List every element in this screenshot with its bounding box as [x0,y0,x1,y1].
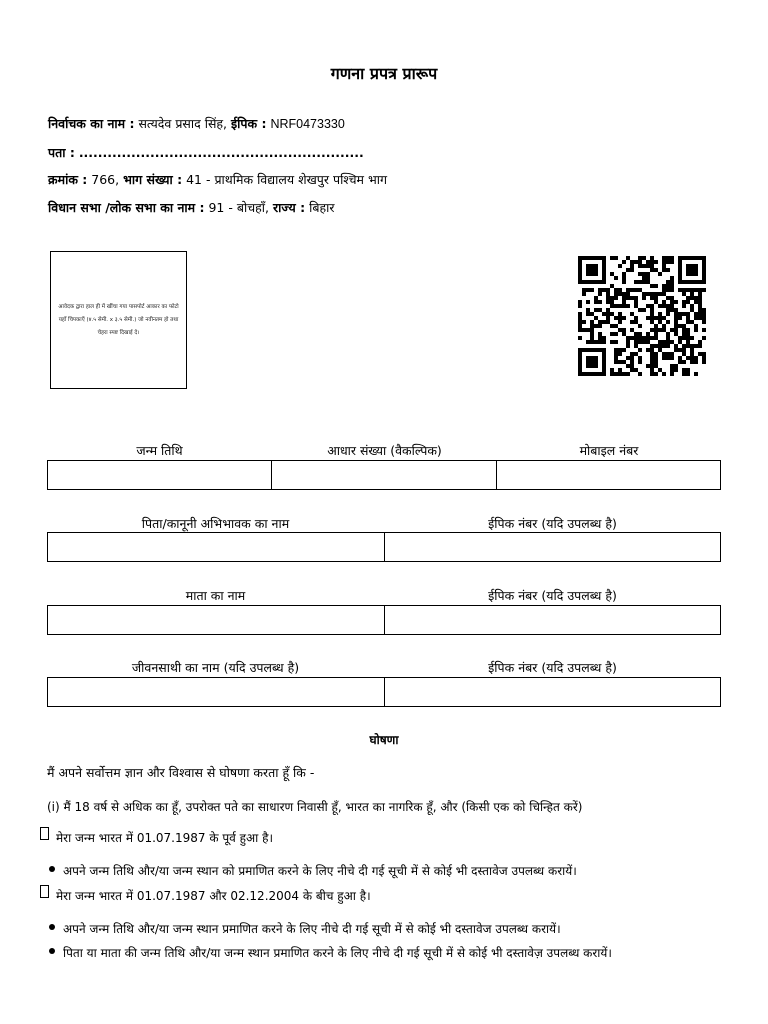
elector-name-value: सत्यदेव प्रसाद सिंह, [138,116,228,131]
bullet-icon [49,924,55,930]
serial-value: 766, [91,172,120,187]
bullet-icon [49,948,55,954]
father-epic-label: ईपिक नंबर (यदि उपलब्ध है) [488,516,617,531]
row-dob-aadhaar-mobile [47,460,721,490]
part-label: भाग संख्या : [123,172,183,187]
serial-label: क्रमांक : [48,172,88,187]
photo-instruction: आवेदक द्वारा हाल ही में खींचा गया पासपोर्ट आकार का फोटो यहाँ चिपकाएँ (४.५ सेमी. x ३.५ सेमी.) जो नवीनतम हो तथा चेहरा स्पष्ट दिखाई दे। [58,303,179,336]
option-1-checkbox[interactable] [40,827,49,840]
assembly-line [48,199,334,216]
option-2-bullet-2-text: पिता या माता की जन्म तिथि और/या जन्म स्थान प्रमाणित करने के लिए नीचे दी गई सूची में से कोई भी दस्तावेज़ उपलब्ध करायें। [63,946,612,960]
aadhaar-field[interactable] [271,461,495,489]
elector-name-line [48,115,345,132]
state-value: बिहार [309,200,335,215]
mother-name-field[interactable] [48,606,384,634]
address-value: ............................................................ [78,145,364,160]
serial-part-line [48,171,387,188]
mobile-label: मोबाइल नंबर [579,443,639,458]
option-1-bullet-text: अपने जन्म तिथि और/या जन्म स्थान को प्रमाणित करने के लिए नीचे दी गई सूची में से कोई भी दस्तावेज उपलब्ध करायें। [63,864,577,878]
spouse-name-field[interactable] [48,678,384,706]
father-name-label: पिता/कानूनी अभिभावक का नाम [141,516,290,531]
dob-label: जन्म तिथि [136,443,183,458]
bullet-icon [49,866,55,872]
aadhaar-label: आधार संख्या (वैकल्पिक) [327,443,442,458]
mother-name-label: माता का नाम [185,588,246,603]
assembly-label: विधान सभा /लोक सभा का नाम : [48,200,205,215]
mobile-field[interactable] [496,461,720,489]
qr-code-icon [578,256,706,376]
spouse-epic-field[interactable] [384,678,721,706]
declaration-title: घोषणा [369,733,399,747]
part-value: 41 - प्राथमिक विद्यालय शेखपुर पश्चिम भाग [186,172,388,187]
spouse-epic-label: ईपिक नंबर (यदि उपलब्ध है) [488,660,617,675]
address-line [48,144,364,161]
assembly-value: 91 - बोचहाँ, [208,200,269,215]
option-2-bullet-1-text: अपने जन्म तिथि और/या जन्म स्थान प्रमाणित करने के लिए नीचे दी गई सूची में से कोई भी दस्तावेज उपलब्ध करायें। [63,922,561,936]
father-name-field[interactable] [48,533,384,561]
row-spouse [47,677,721,707]
father-epic-field[interactable] [384,533,721,561]
photo-box [50,251,187,389]
epic-value: NRF0473330 [270,117,345,131]
mother-epic-field[interactable] [384,606,721,634]
mother-epic-label: ईपिक नंबर (यदि उपलब्ध है) [488,588,617,603]
row-mother [47,605,721,635]
epic-label: ईपिक : [231,116,267,131]
elector-name-label: निर्वाचक का नाम : [48,116,135,131]
row-father [47,532,721,562]
option-2-text: मेरा जन्म भारत में 01.07.1987 और 02.12.2004 के बीच हुआ है। [56,889,371,903]
state-label: राज्य : [272,200,306,215]
address-label: पता : [48,145,75,160]
form-title: गणना प्रपत्र प्रारूप [330,64,438,83]
declaration-intro: मैं अपने सर्वोत्तम ज्ञान और विश्वास से घोषणा करता हूँ कि - [47,765,315,780]
option-2-checkbox[interactable] [40,885,49,898]
spouse-name-label: जीवनसाथी का नाम (यदि उपलब्ध है) [131,660,300,675]
declaration-point-i: (i) मैं 18 वर्ष से अधिक का हूँ, उपरोक्त पते का साधारण निवासी हूँ, भारत का नागरिक हूँ, और (किसी एक को चिन्हित करें) [47,800,583,814]
dob-field[interactable] [48,461,271,489]
option-1-text: मेरा जन्म भारत में 01.07.1987 के पूर्व हुआ है। [56,831,274,845]
